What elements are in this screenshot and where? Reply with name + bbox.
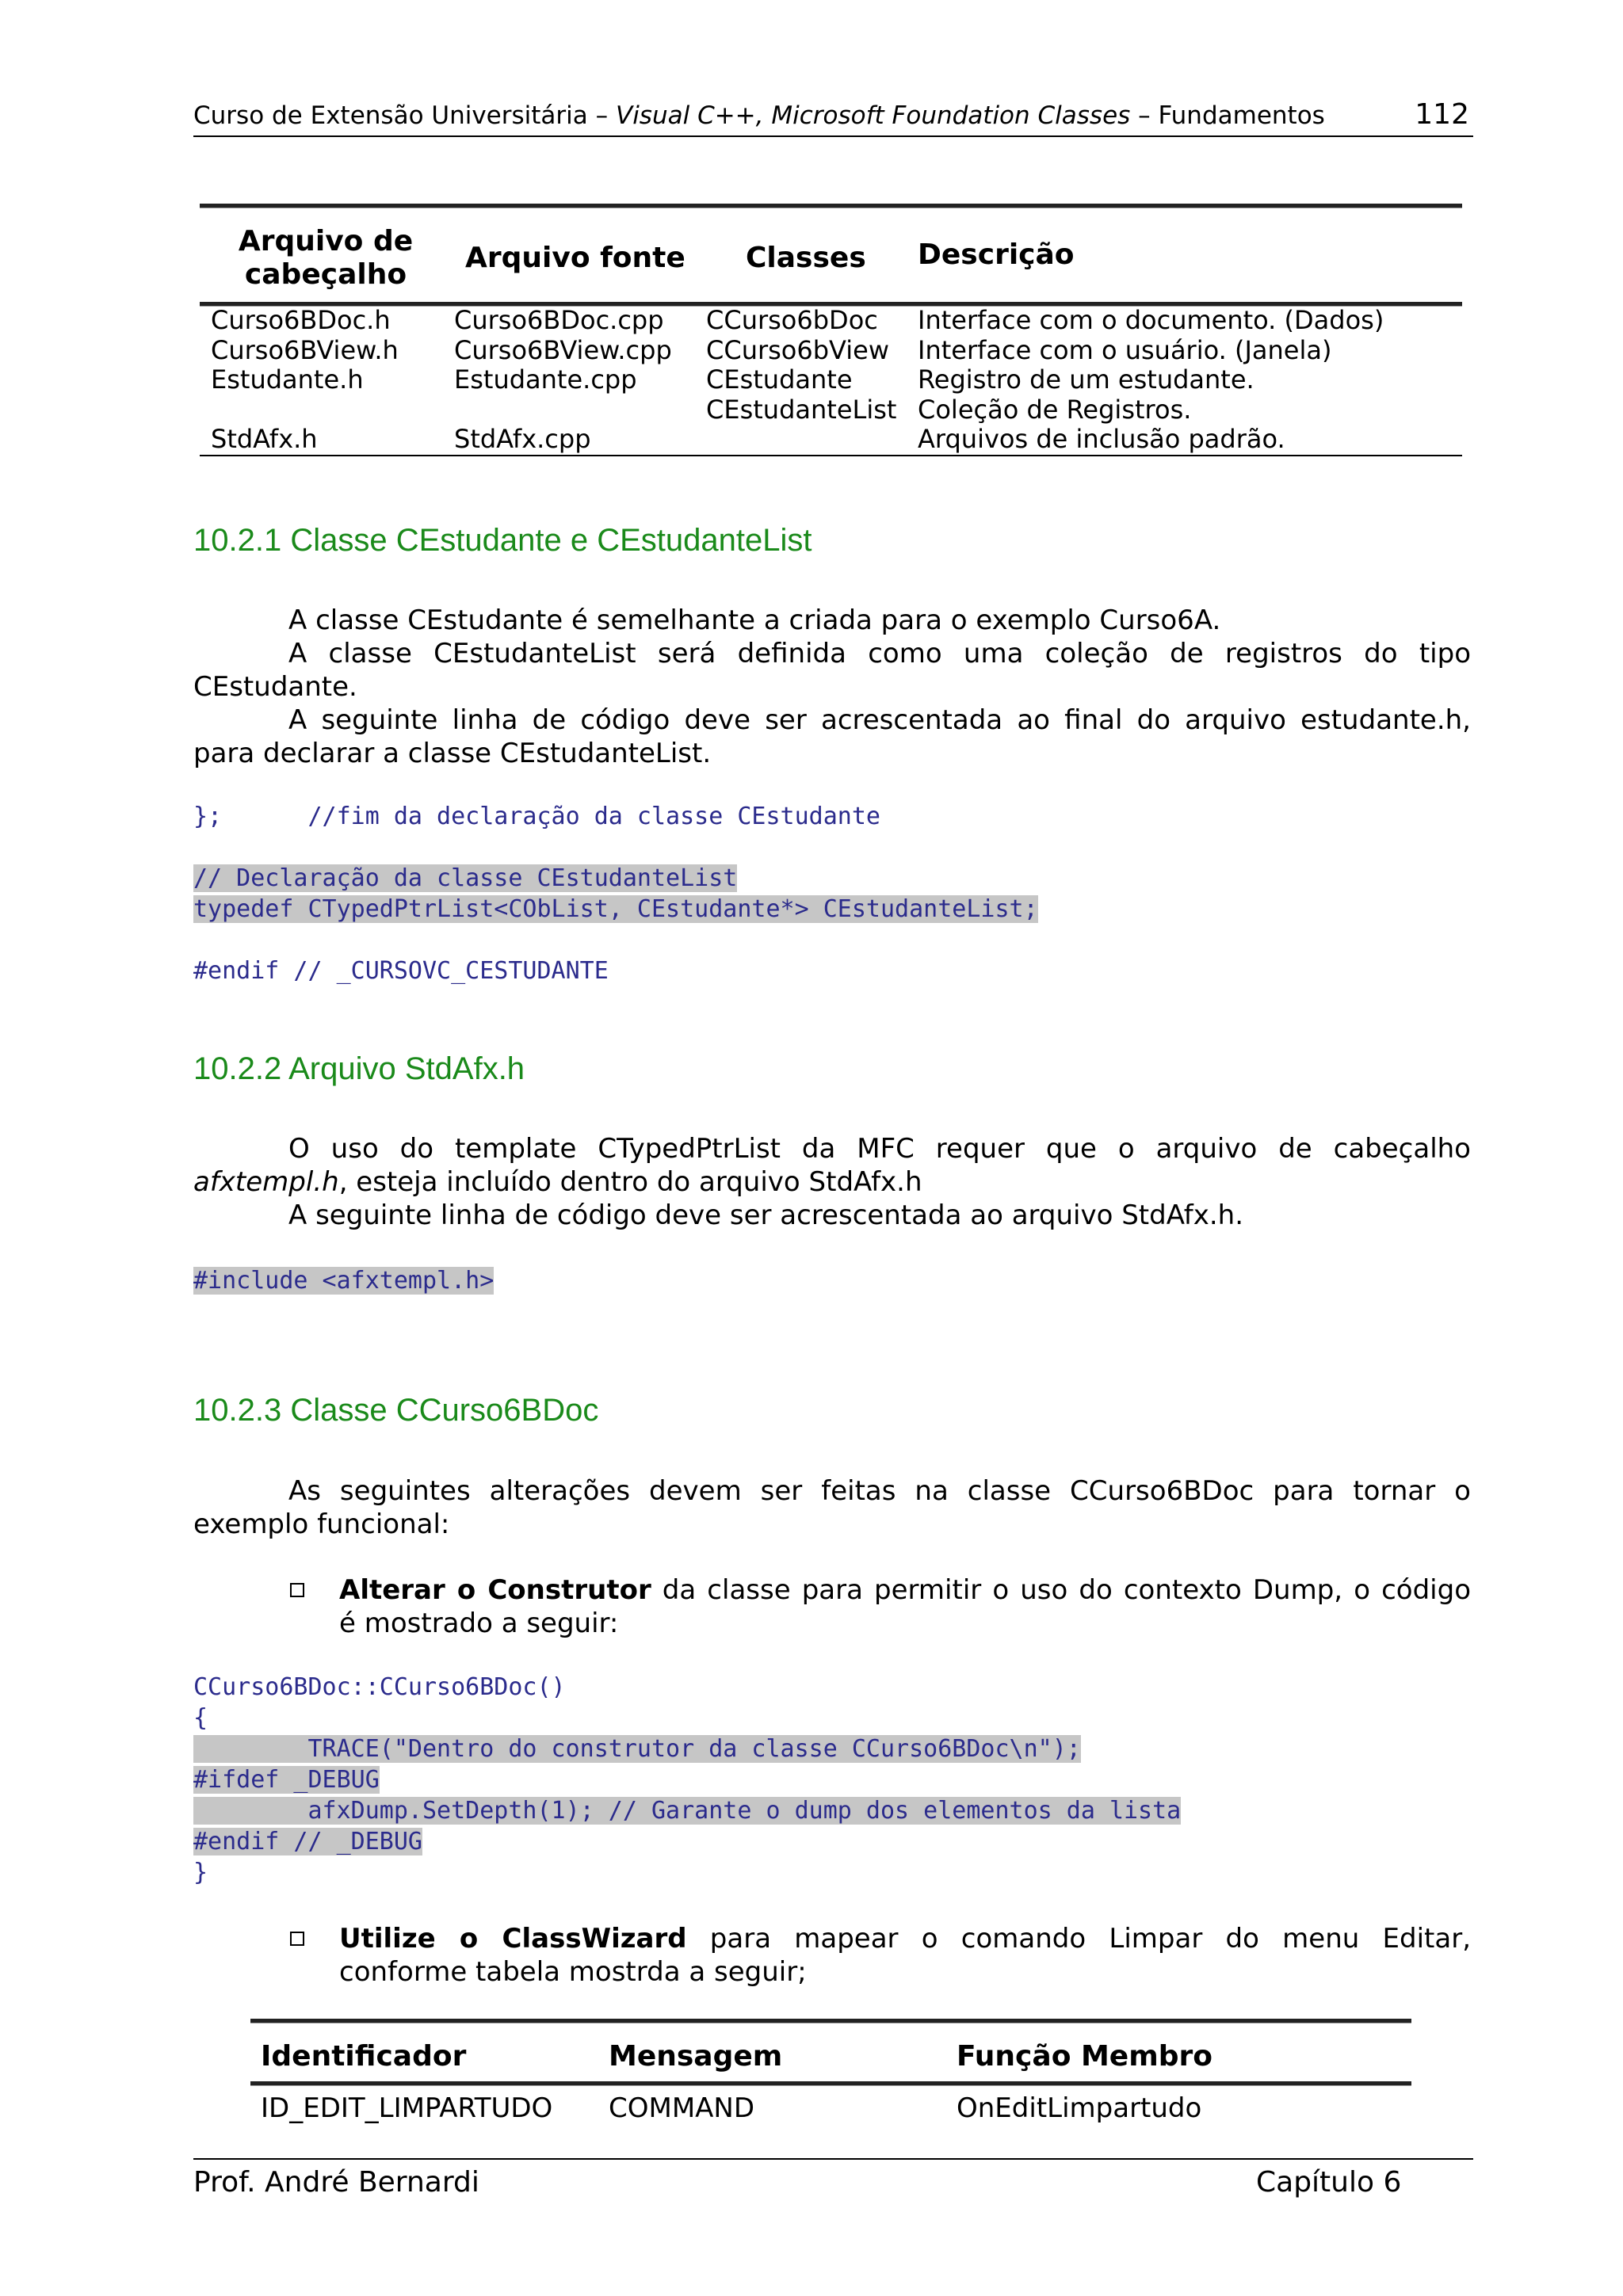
code-block-estudante: }; //fim da declaração da classe CEstudante // Declaração da classe CEstudanteList typedef CTypedPtrList<CObList, CEstudante*> CEstudanteList; #endif // _CURSOVC_CESTUDANTE xyxy=(193,803,1038,985)
map-table-top-rule xyxy=(250,2019,1411,2023)
table-bottom-rule xyxy=(200,455,1462,456)
checkbox-bullet-icon xyxy=(290,1932,304,1946)
bullet-alterar-construtor: Alterar o Construtor da classe para permitir o uso do contexto Dump, o código é mostrado a seguir: xyxy=(290,1573,1471,1640)
section-heading-10-2-1: 10.2.1 Classe CEstudante e CEstudanteList xyxy=(193,523,812,558)
table-header-classes: Classes xyxy=(746,242,866,274)
map-table-header-rule xyxy=(250,2081,1411,2086)
code-constructor: CCurso6BDoc::CCurso6BDoc() { TRACE("Dentro do construtor da classe CCurso6BDoc\n"); #ifdef _DEBUG afxDump.SetDepth(1); // Garante o dump dos elementos da lista #endif // _DEBUG } xyxy=(193,1673,1182,1886)
map-cell-mensagem: COMMAND xyxy=(609,2092,755,2124)
checkbox-bullet-icon xyxy=(290,1583,304,1597)
section-heading-10-2-3: 10.2.3 Classe CCurso6BDoc xyxy=(193,1393,599,1428)
map-header-identificador: Identificador xyxy=(261,2040,467,2073)
header-rule xyxy=(193,135,1473,137)
table-col-source-files: Curso6BDoc.cpp Curso6BView.cpp Estudante.cpp StdAfx.cpp xyxy=(454,305,672,454)
table-col-classes: CCurso6bDoc CCurso6bView CEstudante CEstudanteList xyxy=(706,305,897,425)
footer-rule xyxy=(193,2158,1473,2160)
section2-body: O uso do template CTypedPtrList da MFC requer que o arquivo de cabeçalho afxtempl.h, esteja incluído dentro do arquivo StdAfx.h A seguinte linha de código deve ser acrescentada ao arquivo StdAfx.h. xyxy=(193,1133,1471,1231)
map-header-funcao-membro: Função Membro xyxy=(957,2040,1212,2073)
table-col-descricao: Interface com o documento. (Dados) Interface com o usuário. (Janela) Registro de um estudante. Coleção de Registros. Arquivos de inclusão padrão. xyxy=(918,305,1384,454)
map-header-mensagem: Mensagem xyxy=(609,2040,783,2073)
footer-chapter: Capítulo 6 xyxy=(1256,2166,1402,2199)
running-header: Curso de Extensão Universitária – Visual C++, Microsoft Foundation Classes – Fundamentos xyxy=(193,101,1325,130)
footer-author: Prof. André Bernardi xyxy=(193,2166,479,2199)
code-include: #include <afxtempl.h> xyxy=(193,1267,495,1295)
map-cell-identificador: ID_EDIT_LIMPARTUDO xyxy=(261,2092,553,2124)
page-number: 112 xyxy=(1415,98,1469,131)
section-heading-10-2-2: 10.2.2 Arquivo StdAfx.h xyxy=(193,1051,525,1086)
table-header-descricao: Descrição xyxy=(918,238,1075,271)
table-top-rule xyxy=(200,204,1462,208)
map-cell-funcao: OnEditLimpartudo xyxy=(957,2092,1202,2124)
table-header-arquivo-fonte: Arquivo fonte xyxy=(465,242,685,274)
table-col-header-files: Curso6BDoc.h Curso6BView.h Estudante.h StdAfx.h xyxy=(211,305,399,454)
section3-body: As seguintes alterações devem ser feitas na classe CCurso6BDoc para tornar o exemplo funcional: xyxy=(193,1475,1471,1540)
table-header-arquivo-cabecalho: Arquivo de cabeçalho xyxy=(238,225,414,291)
section1-body: A classe CEstudante é semelhante a criada para o exemplo Curso6A. A classe CEstudanteList será definida como uma coleção de registros do tipo CEstudante. A seguinte linha de código deve ser acrescentada ao final do arquivo estudante.h, para declarar a classe CEstudanteList. xyxy=(193,605,1471,769)
bullet-classwizard: Utilize o ClassWizard para mapear o comando Limpar do menu Editar, conforme tabela mostrda a seguir; xyxy=(290,1922,1471,1989)
